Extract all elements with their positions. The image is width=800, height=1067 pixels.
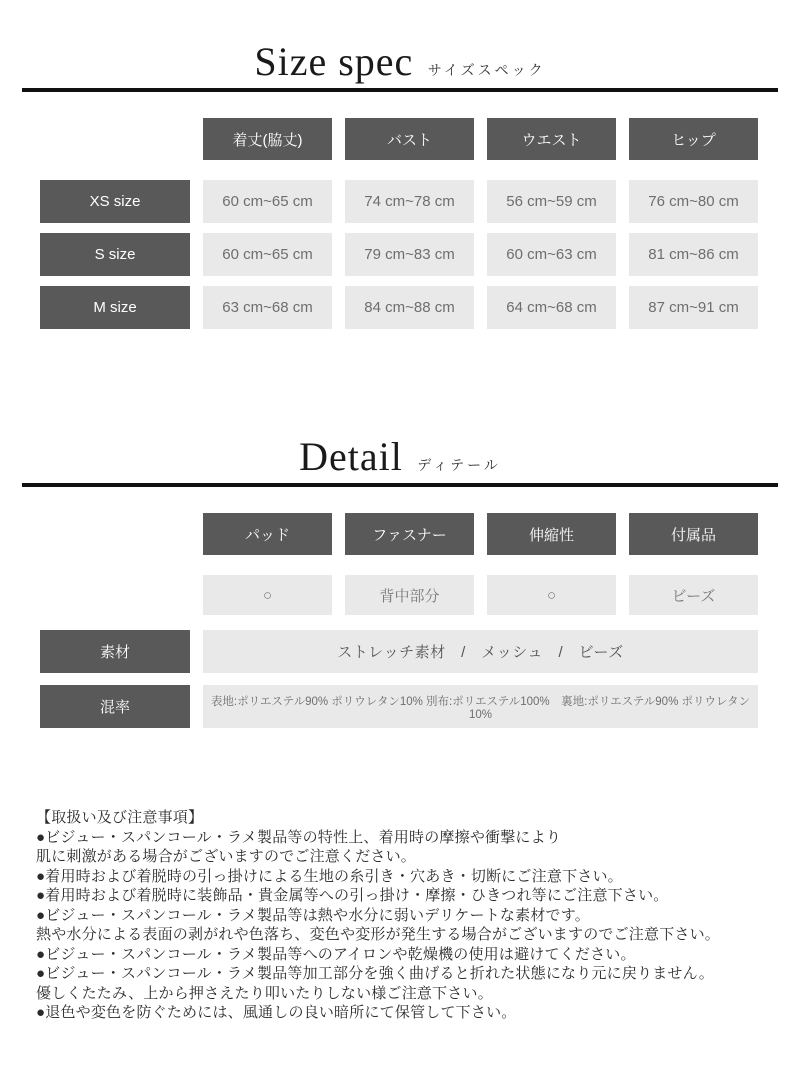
size-value: 81 cm~86 cm [629,233,758,276]
size-value: 87 cm~91 cm [629,286,758,329]
size-value: 56 cm~59 cm [487,180,616,223]
size-value: 74 cm~78 cm [345,180,474,223]
size-col-header-length: 着丈(脇丈) [203,118,332,160]
detail-title [0,395,800,477]
size-value: 84 cm~88 cm [345,286,474,329]
detail-table [40,513,800,728]
detail-col-header-pad: パッド [203,513,332,555]
size-row-label: XS size [40,180,190,223]
size-value: 60 cm~65 cm [203,180,332,223]
size-value: 60 cm~63 cm [487,233,616,276]
size-spec-header-row [203,118,800,160]
care-note-line: ●着用時および着脱時に装飾品・貴金属等への引っ掛け・摩擦・ひきつれ等にご注意下さい。 [36,887,669,904]
size-spec-table [40,118,800,329]
mixture-value: 表地:ポリエステル90% ポリウレタン10% 別布:ポリエステル100% 裏地:ポリエステル90% ポリウレタン10% [203,685,758,728]
detail-value-stretch: ○ [487,575,616,615]
size-value: 76 cm~80 cm [629,180,758,223]
size-value: 63 cm~68 cm [203,286,332,329]
care-note-line: 優しくたたみ、上から押さえたり叩いたりしない様ご注意下さい。 [36,984,493,1002]
mixture-row [40,685,800,728]
detail-value-accessory: ビーズ [629,575,758,615]
size-row-m [40,286,800,329]
detail-header-row [203,513,800,555]
material-label: 素材 [40,630,190,673]
detail-col-header-stretch: 伸縮性 [487,513,616,555]
care-note-line: ●ビジュー・スパンコール・ラメ製品等は熱や水分に弱いデリケートな素材です。 [36,906,590,924]
size-row-label: S size [40,233,190,276]
size-col-header-waist: ウエスト [487,118,616,160]
detail-title-ja: ディテール [417,457,501,473]
material-row [40,630,800,673]
detail-values-row [203,575,800,615]
mixture-label: 混率 [40,685,190,728]
material-value: ストレッチ素材 / メッシュ / ビーズ [203,630,758,673]
detail-col-header-fastener: ファスナー [345,513,474,555]
size-col-header-bust: バスト [345,118,474,160]
size-spec-title-en: Size spec [254,39,414,84]
size-spec-title-ja: サイズスペック [427,62,546,78]
care-note-line: ●退色や変色を防ぐためには、風通しの良い暗所にて保管して下さい。 [36,1004,517,1021]
size-spec-title [0,0,800,82]
detail-value-fastener: 背中部分 [345,575,474,615]
care-note-line: 肌に刺激がある場合がございますのでご注意ください。 [36,848,417,865]
detail-divider [22,483,778,487]
size-value: 79 cm~83 cm [345,233,474,276]
size-row-label: M size [40,286,190,329]
detail-value-pad: ○ [203,575,332,615]
size-spec-divider [22,88,778,92]
size-col-header-hip: ヒップ [629,118,758,160]
size-value: 64 cm~68 cm [487,286,616,329]
care-note-line: ●ビジュー・スパンコール・ラメ製品等の特性上、着用時の摩擦や衝撃により [36,828,562,846]
care-note-line: ●ビジュー・スパンコール・ラメ製品等加工部分を強く曲げると折れた状態になり元に戻りません。 [36,965,714,982]
size-value: 60 cm~65 cm [203,233,332,276]
care-note-line: ●着用時および着脱時の引っ掛けによる生地の糸引き・穴あき・切断にご注意下さい。 [36,867,623,885]
detail-title-en: Detail [299,434,403,479]
size-row-s [40,233,800,276]
detail-col-header-accessory: 付属品 [629,513,758,555]
size-row-xs [40,180,800,223]
care-notes-heading: 【取扱い及び注意事項】 [36,809,204,826]
care-note-line: ●ビジュー・スパンコール・ラメ製品等へのアイロンや乾燥機の使用は避けてください。 [36,945,636,963]
care-notes [36,808,770,1023]
care-note-line: 熱や水分による表面の剥がれや色落ち、変色や変形が発生する場合がございますのでご注意下さい。 [36,926,721,943]
section-spacer [0,339,800,395]
